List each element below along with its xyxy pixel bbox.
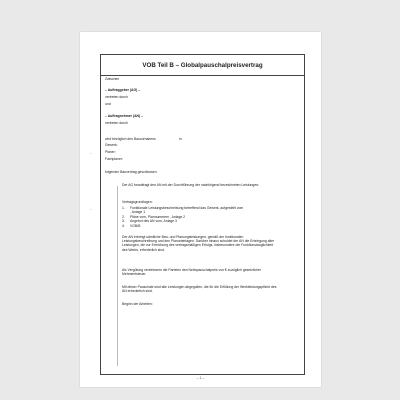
vertrag-text: folgender Bauvertrag geschlossen: [105,170,158,174]
document-title: VOB Teil B – Globalpauschalpreisvertrag [100,54,305,76]
und-text: und [105,102,111,106]
grundlagen-list [122,206,243,228]
verguetung-paragraph: Als Vergütung vereinbaren die Parteien den Nettopauschalpreis von € zuzüglich gesetzlicher Mehrwertsteuer. [122,268,261,277]
auftragnehmer-label: – Auftragnehmer (AN) – [105,114,143,118]
planer-label: Planer: [105,150,116,154]
auftragnehmer-vertreten: vertreten durch [105,121,128,125]
list-item: 3. Angebot des AN vom, Anlage 3 [122,219,177,224]
page-number: – 1 – [196,376,205,380]
auftraggeber-label: – Auftraggeber (AG) – [105,88,141,92]
in-text: in [179,137,182,141]
margin-mark: – [90,150,93,155]
gewerk-label: Gewerk: [105,143,118,147]
section-auftrag: Der AG beauftragt den AN mit der Durchführung der nachfolgend bezeichneten Leistungen: [122,183,260,187]
list-item: 4. VOB/B [122,223,141,228]
fachplaner-label: Fachplaner: [105,157,123,161]
grundlagen-heading: Vertragsgrundlagen: [122,200,153,204]
zwischen-text: Zwischen [105,77,120,81]
list-item: 1. Funktionale Leistungsbeschreibung betreffend das Gewerk, aufgestellt vom [122,206,244,210]
margin-mark: – [90,206,93,211]
auftraggeber-vertreten: vertreten durch [105,95,128,99]
bauvorhaben-text: wird bezüglich des Bauvorhabens [105,137,156,141]
document-page [80,32,321,387]
indented-section [117,183,298,366]
list-item: 2. Pläne vom, Plannummern , Anlage 2 [122,214,186,219]
abgeltung-paragraph: Mit dieser Pauschale sind alle Leistungen abgegolten, die für die Erfüllung der Werkleistungspflicht des AN erforderlich sind. [122,285,277,294]
list-item: , Anlage 1 [130,210,146,215]
contract-form [100,74,305,375]
beginn-label: Beginn der Arbeiten: [122,302,153,306]
leistungspflicht-paragraph: Der AN erbringt sämtliche Bau- und Planungsleistungen, gemäß der funktionalen Leistungsbeschreibung und den Planunterlagen. Darüber hinaus schuldet der AN die Erbringung aller Leistungen, die zur Erreichung des vertragsmäßigen Erfolgs, insbesondere der Funktionstauglichkeit des Werks, erforderlich sind. [122,235,275,252]
